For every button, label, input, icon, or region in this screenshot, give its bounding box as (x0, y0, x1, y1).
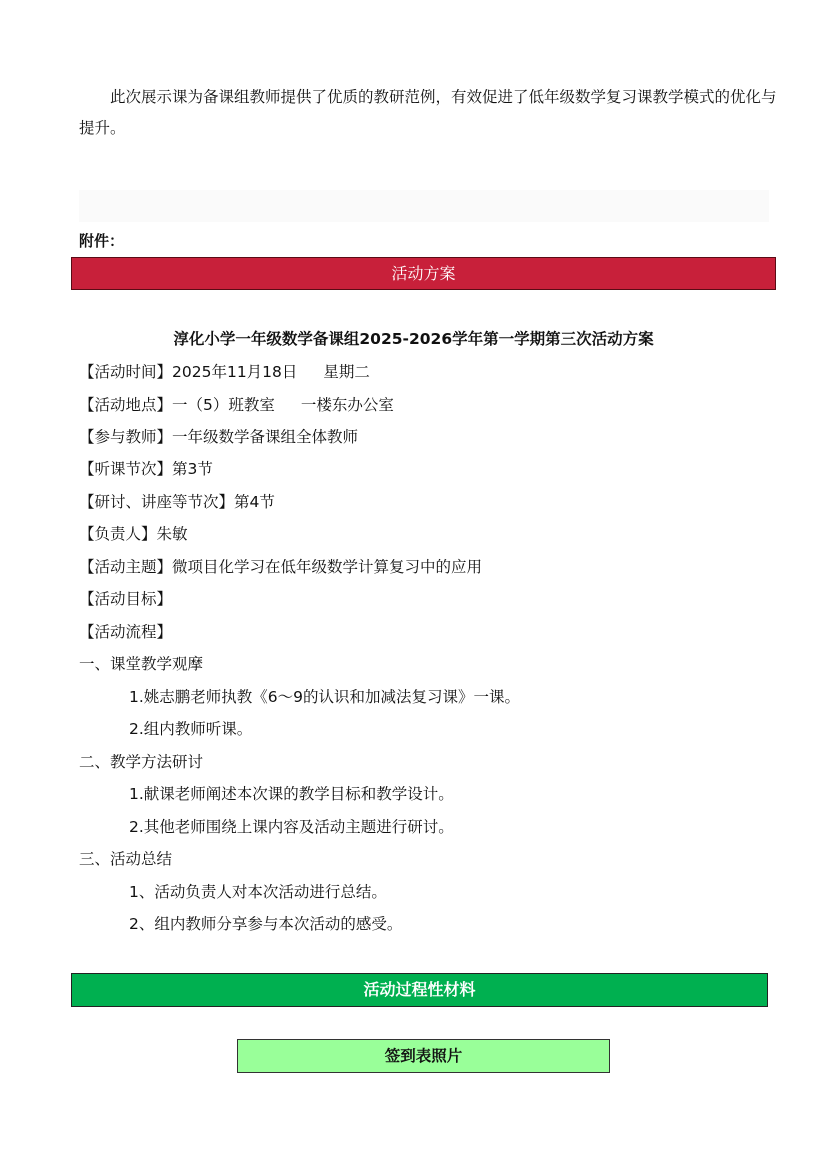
field-period-value: 第3节 (172, 460, 213, 478)
field-theme-label: 【活动主题】 (79, 558, 173, 576)
plan-banner: 活动方案 (71, 257, 776, 290)
intro-paragraph: 此次展示课为备课组教师提供了优质的教研范例，有效促进了低年级数学复习课教学模式的优化与提升。 (79, 88, 777, 137)
flow-section-1: 一、课堂教学观摩 (79, 655, 204, 673)
field-place-alt: 一楼东办公室 (300, 396, 394, 414)
flow-item-2-2: 2.其他老师围绕上课内容及活动主题进行研讨。 (129, 818, 454, 836)
shaded-blank-area (79, 190, 769, 222)
field-period (79, 457, 213, 479)
field-time (79, 360, 370, 382)
flow-item-3-2: 2、组内教师分享参与本次活动的感受。 (129, 915, 403, 933)
plan-title: 淳化小学一年级数学备课组2025-2026学年第一学期第三次活动方案 (173, 330, 654, 348)
flow-section-2: 二、教学方法研讨 (79, 753, 204, 771)
flow-item-2-1: 1.献课老师阐述本次课的教学目标和教学设计。 (129, 785, 454, 803)
field-seminar-value: 第4节 (234, 493, 275, 511)
field-teachers (79, 425, 358, 447)
field-flow: 【活动流程】 (79, 623, 173, 641)
field-period-label: 【听课节次】 (79, 460, 173, 478)
flow-item-3-1: 1、活动负责人对本次活动进行总结。 (129, 883, 387, 901)
field-theme-value: 微项目化学习在低年级数学计算复习中的应用 (172, 558, 483, 576)
field-teachers-value: 一年级数学备课组全体教师 (172, 428, 359, 446)
field-place-label: 【活动地点】 (79, 396, 173, 414)
field-leader-value: 朱敏 (156, 525, 188, 543)
field-seminar (79, 490, 275, 512)
flow-item-1-1: 1.姚志鹏老师执教《6～9的认识和加减法复习课》一课。 (129, 688, 521, 706)
field-time-label: 【活动时间】 (79, 363, 173, 381)
field-leader-label: 【负责人】 (79, 525, 157, 543)
field-goal: 【活动目标】 (79, 590, 173, 608)
field-leader (79, 522, 188, 544)
field-time-weekday: 星期二 (323, 363, 370, 381)
flow-section-3: 三、活动总结 (79, 850, 173, 868)
field-teachers-label: 【参与教师】 (79, 428, 173, 446)
field-time-value: 2025年11月18日 (172, 363, 298, 381)
signin-photo-label: 签到表照片 (237, 1039, 610, 1073)
flow-item-1-2: 2.组内教师听课。 (129, 720, 253, 738)
field-place (79, 393, 394, 415)
field-theme (79, 555, 482, 577)
field-place-value: 一（5）班教室 (172, 396, 275, 414)
materials-banner: 活动过程性材料 (71, 973, 768, 1007)
field-seminar-label: 【研讨、讲座等节次】 (79, 493, 235, 511)
attachment-label: 附件： (79, 232, 125, 250)
